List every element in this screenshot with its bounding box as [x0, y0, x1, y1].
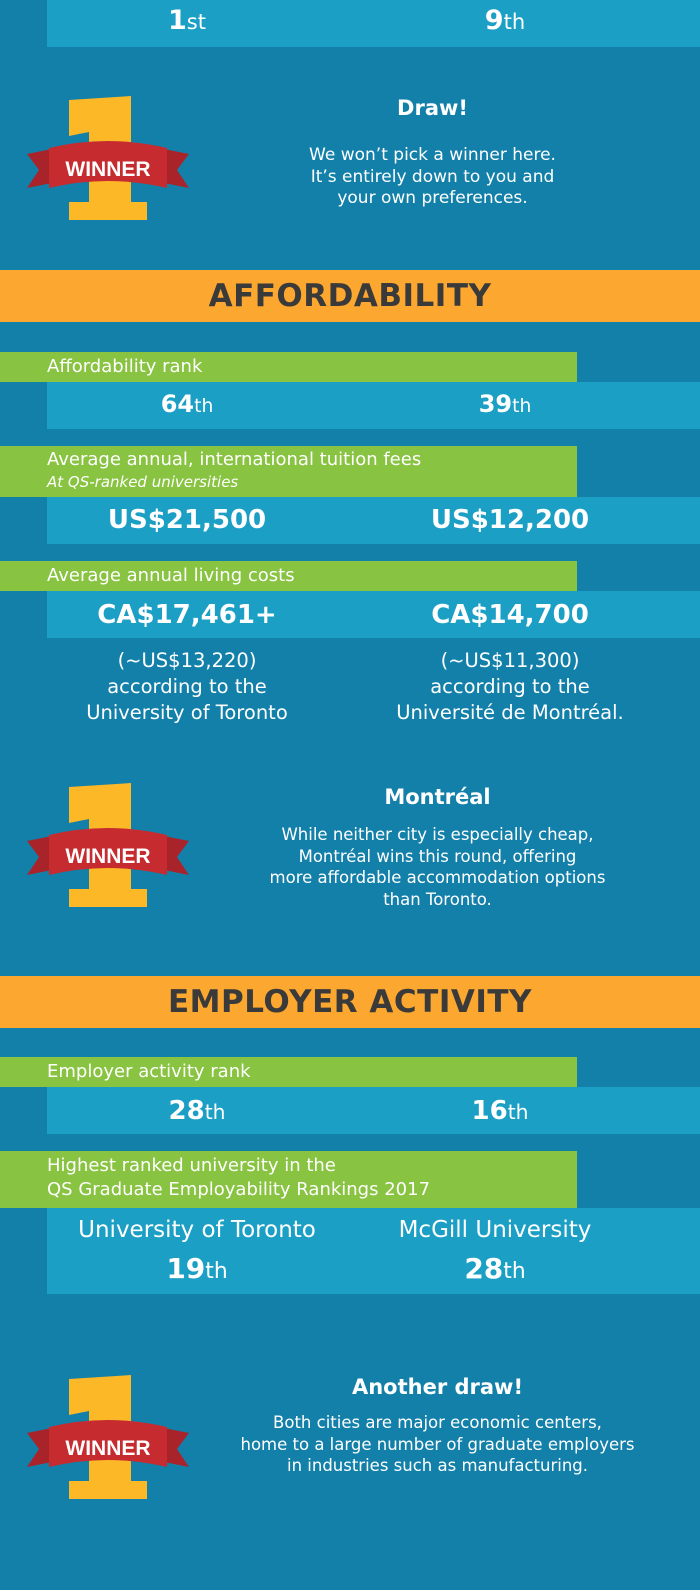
tuition-montreal: US$12,200: [430, 505, 590, 535]
employer-result-title: Another draw!: [351, 1375, 524, 1399]
employer-rank-montreal: 16th: [471, 1096, 529, 1126]
grad-rank-toronto: 19th: [166, 1252, 228, 1285]
affordability-result-text: While neither city is especially cheap, Montréal wins this round, offering more affordable accommodation options than Toronto.: [269, 825, 606, 909]
tuition-label-bar: [0, 446, 577, 497]
living-costs-label: Average annual living costs: [47, 565, 295, 586]
employer-rank-label-bar: [0, 1057, 577, 1087]
top-rank-montreal: 9th: [484, 5, 526, 36]
living-costs-toronto: CA$17,461+: [97, 600, 277, 630]
employer-rank-toronto: 28th: [168, 1096, 226, 1126]
employer-heading: EMPLOYER ACTIVITY: [168, 984, 532, 1020]
affordability-heading: AFFORDABILITY: [208, 278, 492, 314]
round1-result-text: We won’t pick a winner here. It’s entirely down to you and your own preferences.: [309, 145, 556, 208]
living-costs-note-montreal: (~US$11,300) according to the Université de Montréal.: [396, 649, 624, 724]
grad-university-toronto: University of Toronto: [78, 1217, 316, 1243]
affordability-rank-toronto: 64th: [160, 390, 214, 418]
tuition-toronto: US$21,500: [107, 505, 267, 535]
winner-badge-label: WINNER: [65, 845, 151, 868]
employer-heading-bar: [0, 976, 700, 1028]
living-costs-montreal: CA$14,700: [431, 600, 589, 630]
winner-badge-icon: [27, 783, 189, 909]
winner-badge-icon: [27, 96, 189, 222]
grad-rank-label-line1: Highest ranked university in the: [47, 1155, 336, 1176]
round1-result-title: Draw!: [397, 96, 468, 120]
winner-badge-label: WINNER: [65, 1437, 151, 1460]
winner-badge-icon: [27, 1375, 189, 1501]
employer-result-text: Both cities are major economic centers, home to a large number of graduate employers in industries such as manufacturing.: [240, 1413, 635, 1475]
grad-rank-label-bar: [0, 1151, 577, 1208]
living-costs-label-bar: [0, 561, 577, 591]
winner-badge-label: WINNER: [65, 158, 151, 181]
employer-rank-label: Employer activity rank: [47, 1061, 251, 1082]
grad-rank-montreal: 28th: [464, 1252, 526, 1285]
grad-rank-label-line2: QS Graduate Employability Rankings 2017: [47, 1179, 431, 1200]
living-costs-note-toronto: (~US$13,220) according to the University of Toronto: [86, 649, 288, 724]
affordability-rank-label: Affordability rank: [47, 356, 203, 377]
tuition-sublabel: At QS-ranked universities: [47, 473, 239, 491]
affordability-heading-bar: [0, 270, 700, 322]
affordability-result-title: Montréal: [384, 785, 491, 809]
top-rank-toronto: 1st: [167, 5, 206, 36]
affordability-rank-montreal: 39th: [478, 390, 532, 418]
tuition-label: Average annual, international tuition fees: [47, 449, 422, 470]
affordability-rank-label-bar: [0, 352, 577, 382]
grad-university-montreal: McGill University: [398, 1217, 592, 1243]
